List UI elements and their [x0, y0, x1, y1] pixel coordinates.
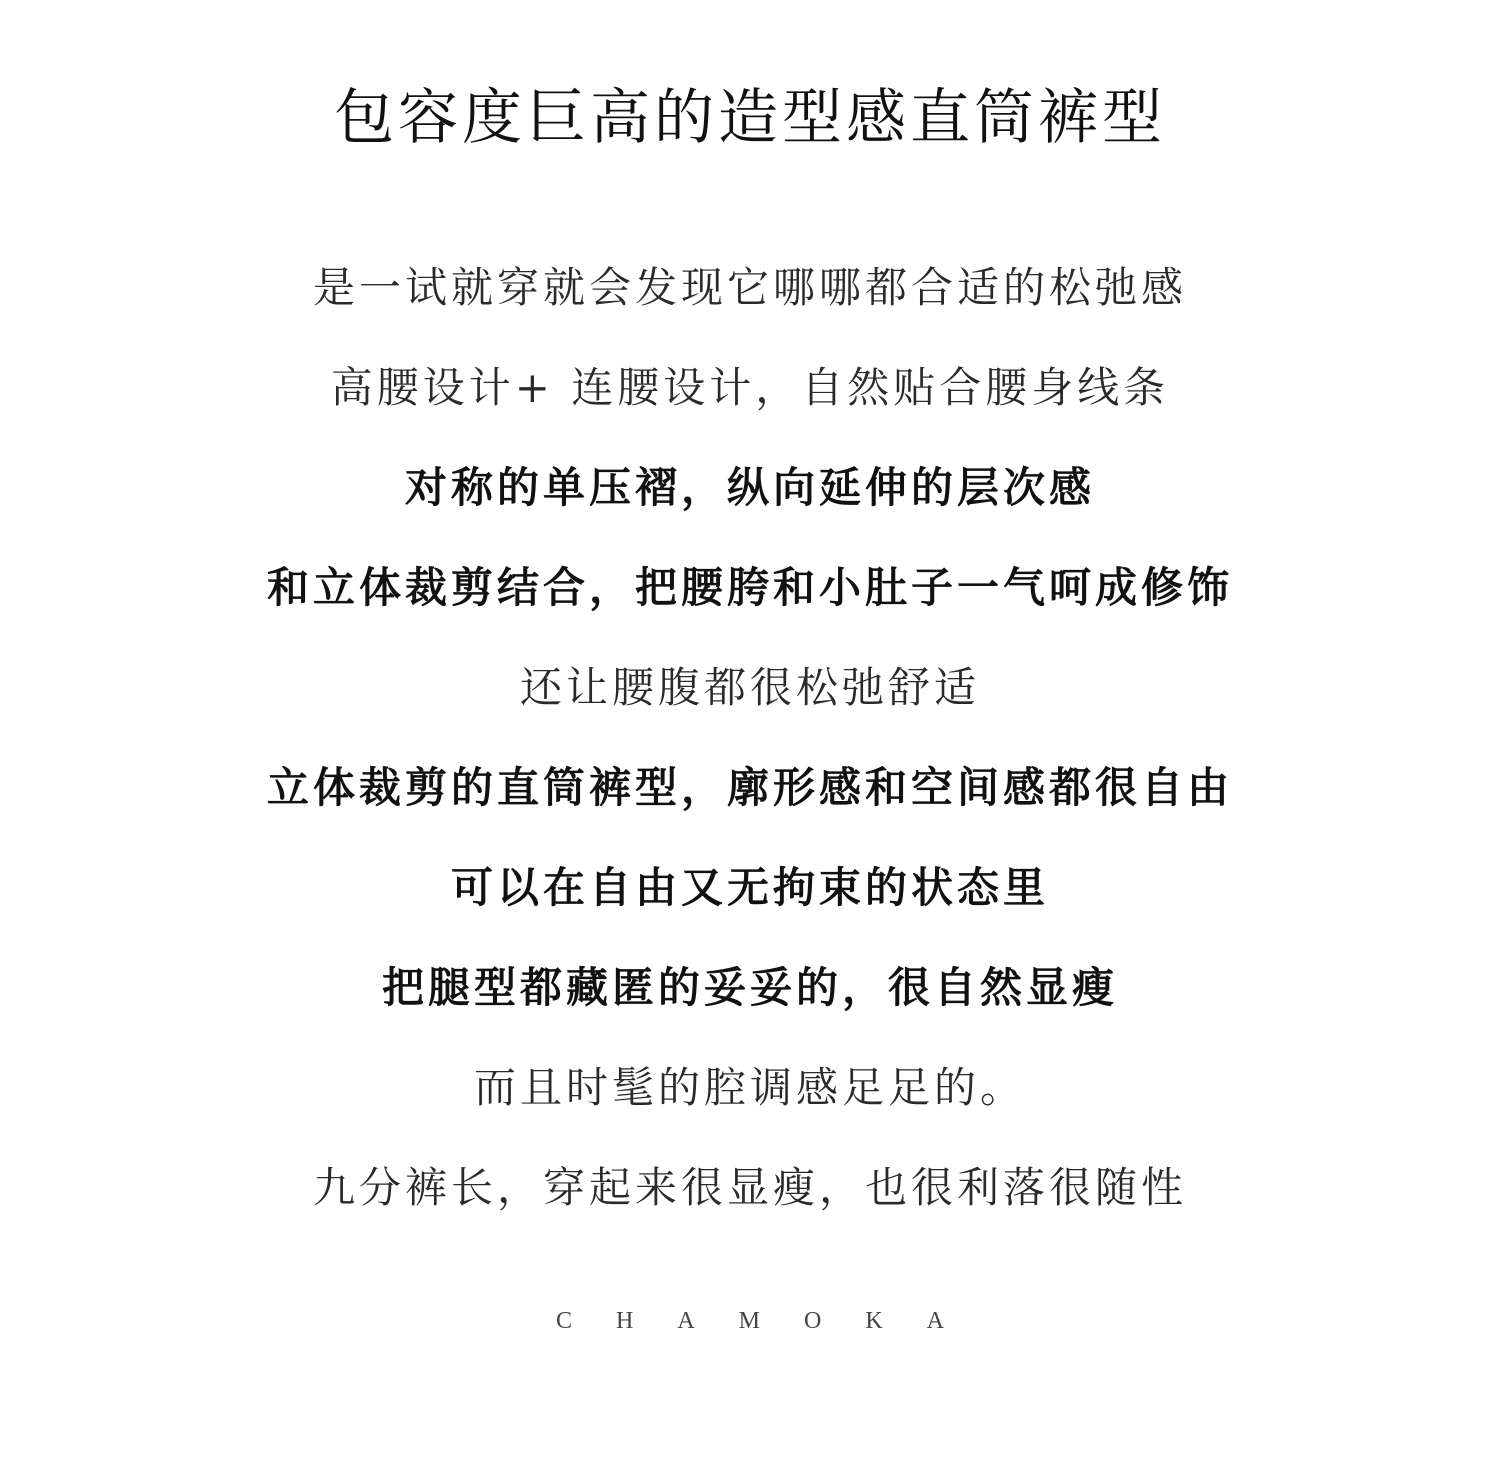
description-line-1: 是一试就穿就会发现它哪哪都合适的松弛感: [312, 263, 1187, 312]
description-line-9: 而且时髦的腔调感足足的。: [473, 1063, 1026, 1112]
description-line-6: 立体裁剪的直筒裤型，廓形感和空间感都很自由: [266, 763, 1233, 812]
description-lines: [0, 258, 1500, 1258]
description-line-8: 把腿型都藏匿的妥妥的，很自然显瘦: [381, 963, 1118, 1012]
description-line-10: 九分裤长，穿起来很显瘦，也很利落很随性: [312, 1163, 1187, 1212]
description-line-7: 可以在自由又无拘束的状态里: [450, 863, 1049, 912]
brand-wordmark: CHAMOKA: [555, 1308, 988, 1334]
description-line-3: 对称的单压褶，纵向延伸的层次感: [404, 463, 1095, 512]
page-title: 包容度巨高的造型感直筒裤型: [334, 83, 1166, 153]
description-line-4: 和立体裁剪结合，把腰胯和小肚子一气呵成修饰: [266, 563, 1233, 612]
description-line-2: 高腰设计+ 连腰设计，自然贴合腰身线条: [330, 363, 1170, 412]
description-line-5: 还让腰腹都很松弛舒适: [519, 663, 980, 712]
